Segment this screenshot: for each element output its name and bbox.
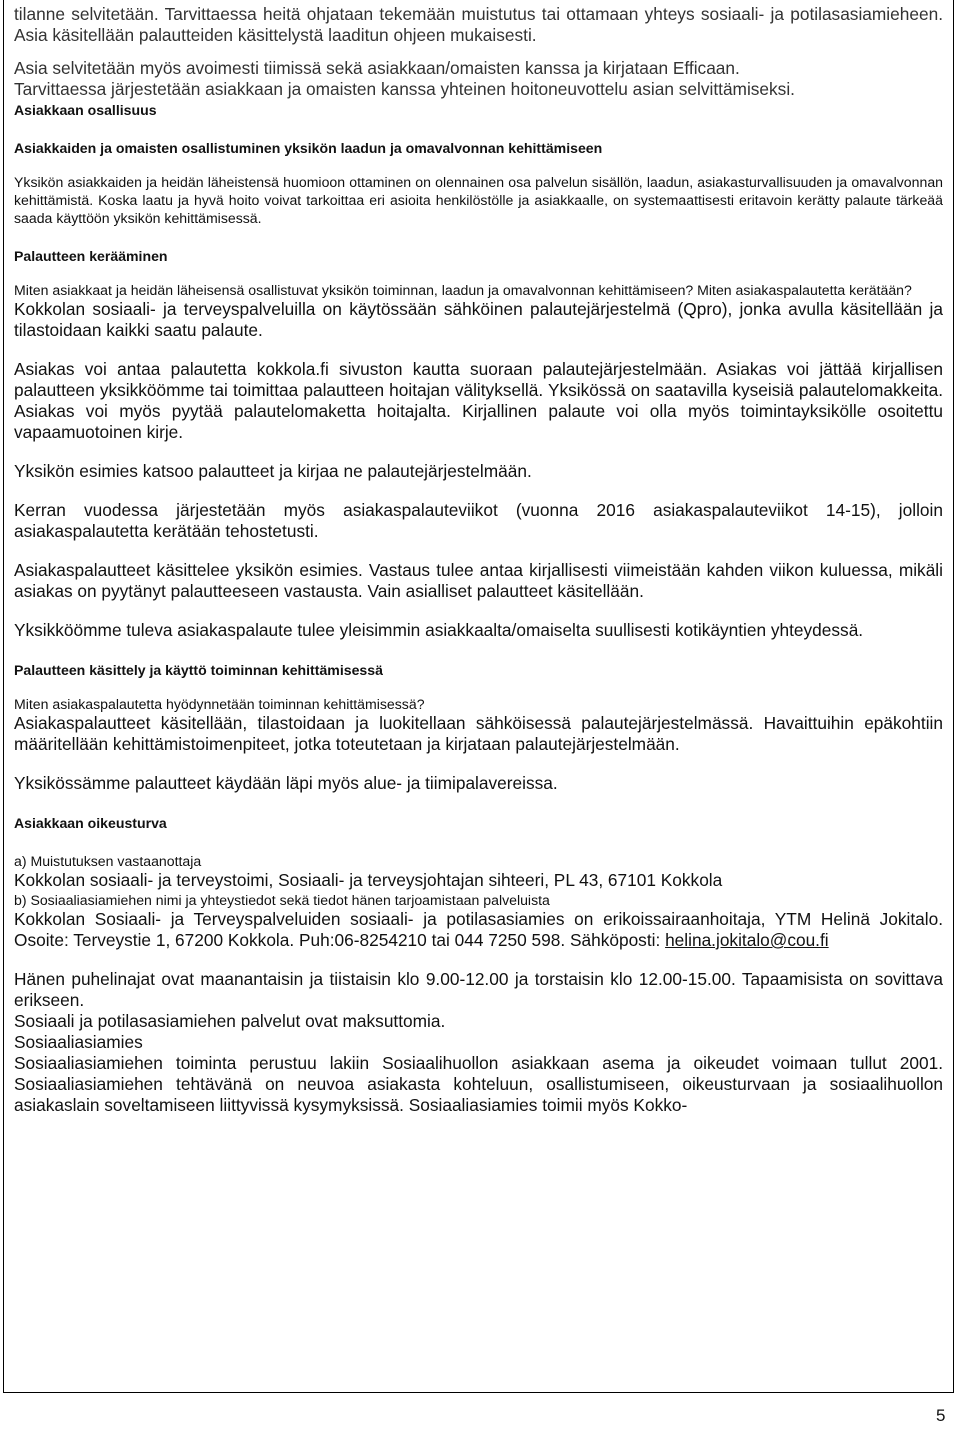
subheading-osallistuminen: Asiakkaiden ja omaisten osallistuminen yksikön laadun ja omavalvonnan kehittämiseen (14, 140, 603, 156)
contact-text: Kokkolan Sosiaali- ja Terveyspalveluiden sosiaali- ja potilasasiamies on erikoissairaanhoitaja, YTM Helinä Jokitalo. Osoite: Terveystie 1, 67200 Kokkola. Puh:06-8254210 tai 044 7250 598. Sähköposti: (14, 909, 943, 950)
paragraph-maksuttomia: Sosiaali ja potilasasiamiehen palvelut ovat maksuttomia. (14, 1011, 446, 1031)
paragraph-keraaminen-4: Kerran vuodessa järjestetään myös asiakaspalauteviikot (vuonna 2016 asiakaspalauteviikot 14-15), jolloin asiakaspalautetta kerätään tehostetusti. (14, 500, 943, 541)
paragraph-keraaminen-2: Asiakas voi antaa palautetta kokkola.fi sivuston kautta suoraan palautejärjestelmään. Asiakas voi jättää kirjallisen palautteen yksikköömme tai toimittaa palautteen hoitajan välityksellä. Yksikössä on saatavilla kyseisiä palautelomakkeita. Asiakas voi myös pyytää palautelomaketta hoitajalta. Kirjallinen palaute voi olla myös toimintayksikölle osoitettu vapaamuotoinen kirje. (14, 359, 943, 442)
paragraph-keraaminen-1: Kokkolan sosiaali- ja terveyspalveluilla on käytössään sähköinen palautejärjestelmä (Qpro), jonka avulla käsitellään ja tilastoidaan kaikki saatu palaute. (14, 299, 943, 340)
paragraph-puhelinajat: Hänen puhelinajat ovat maanantaisin ja tiistaisin klo 9.00-12.00 ja torstaisin klo 12.00-15.00. Tapaamisista on sovittava erikseen. (14, 969, 943, 1010)
text-muistutuksen-vastaanottaja: Kokkolan sosiaali- ja terveystoimi, Sosiaali- ja terveysjohtajan sihteeri, PL 43, 67101 Kokkola (14, 870, 723, 890)
paragraph-keraaminen-6: Yksikköömme tuleva asiakaspalaute tulee yleisimmin asiakkaalta/omaiselta suullisesti kotikäyntien yhteydessä. (14, 620, 864, 640)
paragraph-top-1: tilanne selvitetään. Tarvittaessa heitä ohjataan tekemään muistutus tai ottamaan yhteys sosiaali- ja potilasasiamieheen. Asia käsitellään palautteiden käsittelystä laaditun ohjeen mukaisesti. (14, 4, 943, 45)
text-sosiaaliasiamies-tiedot (14, 909, 943, 951)
label-muistutuksen-vastaanottaja: a) Muistutuksen vastaanottaja (14, 853, 202, 869)
paragraph-kasittely-1: Asiakaspalautteet käsitellään, tilastoidaan ja luokitellaan sähköisessä palautejärjestelmässä. Havaittuihin epäkohtiin määritellään kehittämistoimenpiteet, jotka toteutetaan ja kirjataan palautejärjestelmään. (14, 713, 943, 754)
label-sosiaaliasiamies-tiedot: b) Sosiaaliasiamiehen nimi ja yhteystiedot sekä tiedot hänen tarjoamistaan palveluista (14, 892, 550, 908)
subheading-sosiaaliasiamies: Sosiaaliasiamies (14, 1032, 143, 1052)
paragraph-osallisuus: Yksikön asiakkaiden ja heidän läheistensä huomioon ottaminen on olennainen osa palvelun sisällön, laadun, asiakasturvallisuuden ja omavalvonnan kehittämistä. Koska laatu ja hyvä hoito voivat tarkoittaa eri asioita henkilöstölle ja asiakkaalle, on systemaattisesti eritavoin kerätty palaute tärkeää saada käyttöön yksikön kehittämisessä. (14, 174, 943, 226)
paragraph-laki: Sosiaaliasiamiehen toiminta perustuu lakiin Sosiaalihuollon asiakkaan asema ja oikeudet voimaan tullut 2001. Sosiaaliasiamiehen tehtävänä on neuvoa asiakasta kohteluun, osallistumiseen, oikeusturvaan ja sosiaalihuollon asiakaslain soveltamiseen liittyvissä kysymyksissä. Sosiaaliasiamies toimii myös Kokko- (14, 1053, 943, 1115)
document-frame (3, 0, 954, 1393)
paragraph-keraaminen-3: Yksikön esimies katsoo palautteet ja kirjaa ne palautejärjestelmään. (14, 461, 532, 481)
heading-asiakkaan-osallisuus: Asiakkaan osallisuus (14, 102, 157, 118)
heading-palautteen-keraaminen: Palautteen kerääminen (14, 248, 168, 264)
page-number: 5 (936, 1406, 946, 1425)
heading-palautteen-kasittely: Palautteen käsittely ja käyttö toiminnan kehittämisessä (14, 662, 383, 678)
paragraph-top-3: Tarvittaessa järjestetään asiakkaan ja omaisten kanssa yhteinen hoitoneuvottelu asian selvittämiseksi. (14, 79, 795, 99)
heading-asiakkaan-oikeusturva: Asiakkaan oikeusturva (14, 815, 167, 831)
paragraph-keraaminen-5: Asiakaspalautteet käsittelee yksikön esimies. Vastaus tulee antaa kirjallisesti viimeistään kahden viikon kuluessa, mikäli asiakas on pyytänyt palautteeseen vastausta. Vain asialliset palautteet käsitellään. (14, 560, 943, 601)
question-keraaminen: Miten asiakkaat ja heidän läheisensä osallistuvat yksikön toiminnan, laadun ja omavalvonnan kehittämiseen? Miten asiakaspalautetta kerätään? (14, 282, 912, 298)
paragraph-kasittely-2: Yksikössämme palautteet käydään läpi myös alue- ja tiimipalavereissa. (14, 773, 558, 793)
paragraph-top-2: Asia selvitetään myös avoimesti tiimissä sekä asiakkaan/omaisten kanssa ja kirjataan Efficaan. (14, 58, 740, 78)
question-kasittely: Miten asiakaspalautetta hyödynnetään toiminnan kehittämisessä? (14, 696, 425, 712)
email-link[interactable]: helina.jokitalo@cou.fi (665, 930, 829, 950)
